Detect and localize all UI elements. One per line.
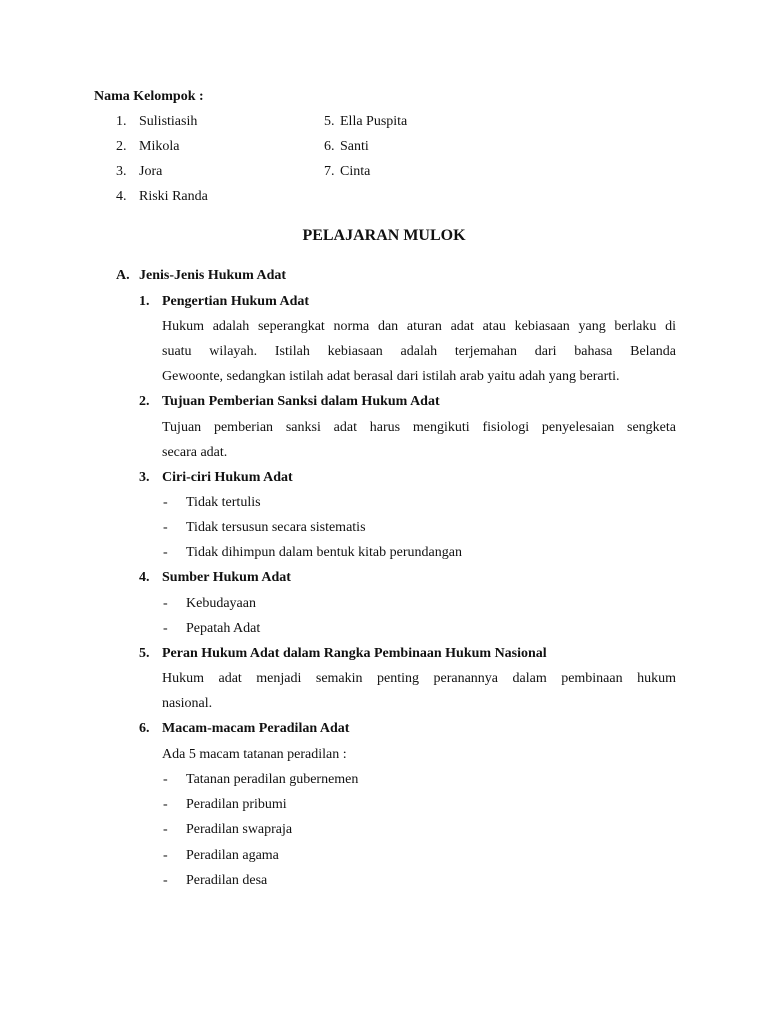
bullet-text: Tidak dihimpun dalam bentuk kitab perundangan xyxy=(186,545,462,560)
member-name: Jora xyxy=(139,164,163,179)
paragraph-line: Hukum adalah seperangkat norma dan aturan adat atau kebiasaan yang berlaku di xyxy=(162,319,676,334)
bullet-text: Peradilan agama xyxy=(186,848,279,863)
bullet-dash: - xyxy=(163,822,168,837)
member-number: 5. xyxy=(324,114,335,129)
item-paragraph xyxy=(162,318,676,393)
member-name: Ella Puspita xyxy=(340,114,408,129)
member-number: 7. xyxy=(324,164,335,179)
member-name: Santi xyxy=(340,139,369,154)
item-heading: Ciri-ciri Hukum Adat xyxy=(162,470,293,485)
item-heading: Peran Hukum Adat dalam Rangka Pembinaan Hukum Nasional xyxy=(162,646,547,661)
paragraph-line: Hukum adat menjadi semakin penting peranannya dalam pembinaan hukum xyxy=(162,671,676,686)
bullet-dash: - xyxy=(163,596,168,611)
item-number: 1. xyxy=(139,294,150,309)
bullet-text: Tatanan peradilan gubernemen xyxy=(186,772,359,787)
bullet-text: Tidak tersusun secara sistematis xyxy=(186,520,366,535)
bullet-text: Kebudayaan xyxy=(186,596,256,611)
bullet-text: Pepatah Adat xyxy=(186,621,261,636)
paragraph-line: secara adat. xyxy=(162,445,228,460)
paragraph-line: suatu wilayah. Istilah kebiasaan adalah terjemahan dari bahasa Belanda xyxy=(162,344,676,359)
member-name: Mikola xyxy=(139,139,180,154)
bullet-dash: - xyxy=(163,848,168,863)
item-number: 2. xyxy=(139,394,150,409)
item-paragraph xyxy=(162,419,676,469)
member-number: 2. xyxy=(116,139,127,154)
item-heading: Macam-macam Peradilan Adat xyxy=(162,721,350,736)
page-title: PELAJARAN MULOK xyxy=(302,227,466,244)
item-number: 3. xyxy=(139,470,150,485)
item-heading: Sumber Hukum Adat xyxy=(162,570,291,585)
member-name: Sulistiasih xyxy=(139,114,198,129)
bullet-dash: - xyxy=(163,621,168,636)
member-number: 6. xyxy=(324,139,335,154)
group-label: Nama Kelompok : xyxy=(94,89,204,104)
paragraph-line: Gewoonte, sedangkan istilah adat berasal dari istilah arab yaitu adah yang berarti. xyxy=(162,369,620,384)
item-paragraph xyxy=(162,670,676,720)
item-intro: Ada 5 macam tatanan peradilan : xyxy=(162,747,347,762)
bullet-text: Peradilan desa xyxy=(186,873,268,888)
bullet-text: Tidak tertulis xyxy=(186,495,261,510)
bullet-dash: - xyxy=(163,495,168,510)
item-number: 4. xyxy=(139,570,150,585)
member-number: 1. xyxy=(116,114,127,129)
member-name: Riski Randa xyxy=(139,189,208,204)
bullet-text: Peradilan swapraja xyxy=(186,822,293,837)
bullet-dash: - xyxy=(163,545,168,560)
section-letter: A. xyxy=(116,268,130,283)
item-heading: Pengertian Hukum Adat xyxy=(162,294,310,309)
paragraph-line: nasional. xyxy=(162,696,213,711)
bullet-dash: - xyxy=(163,772,168,787)
item-number: 5. xyxy=(139,646,150,661)
paragraph-line: Tujuan pemberian sanksi adat harus mengikuti fisiologi penyelesaian sengketa xyxy=(162,420,676,435)
bullet-dash: - xyxy=(163,797,168,812)
member-name: Cinta xyxy=(340,164,371,179)
bullet-text: Peradilan pribumi xyxy=(186,797,287,812)
section-heading: Jenis-Jenis Hukum Adat xyxy=(139,268,287,283)
bullet-dash: - xyxy=(163,873,168,888)
member-number: 4. xyxy=(116,189,127,204)
bullet-dash: - xyxy=(163,520,168,535)
member-number: 3. xyxy=(116,164,127,179)
item-number: 6. xyxy=(139,721,150,736)
item-heading: Tujuan Pemberian Sanksi dalam Hukum Adat xyxy=(162,394,440,409)
